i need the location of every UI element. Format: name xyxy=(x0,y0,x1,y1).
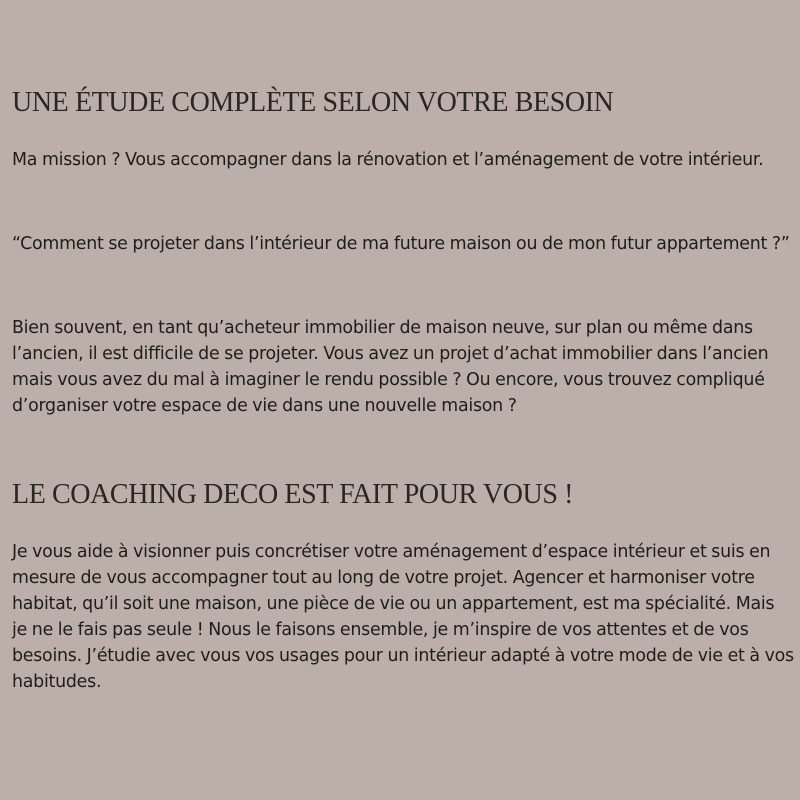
quote-paragraph: “Comment se projeter dans l’intérieur de ma future maison ou de mon futur appartement ?” xyxy=(12,234,790,254)
section-heading-etude: UNE ÉTUDE COMPLÈTE SELON VOTRE BESOIN xyxy=(12,87,614,118)
document-page xyxy=(12,0,794,800)
section-heading-coaching: LE COACHING DECO EST FAIT POUR VOUS ! xyxy=(12,479,574,510)
coaching-paragraph: Je vous aide à visionner puis concrétiser votre aménagement d’espace intérieur et suis en mesure de vous accompagner tout au long de votre projet. Agencer et harmoniser votre habitat, qu’il soit une maison, une pièce de vie ou un appartement, est ma spécialité. Mais je ne le fais pas seule ! Nous le faisons ensemble, je m’inspire de vos attentes et de vos besoins. J’étudie avec vous vos usages pour un intérieur adapté à votre mode de vie et à vos habitudes. xyxy=(12,542,794,692)
context-paragraph: Bien souvent, en tant qu’acheteur immobilier de maison neuve, sur plan ou même dans l’ancien, il est difficile de se projeter. Vous avez un projet d’achat immobilier dans l’ancien mais vous avez du mal à imaginer le rendu possible ? Ou encore, vous trouvez compliqué d’organiser votre espace de vie dans une nouvelle maison ? xyxy=(12,318,769,416)
mission-paragraph: Ma mission ? Vous accompagner dans la rénovation et l’aménagement de votre intérieur. xyxy=(12,150,764,170)
